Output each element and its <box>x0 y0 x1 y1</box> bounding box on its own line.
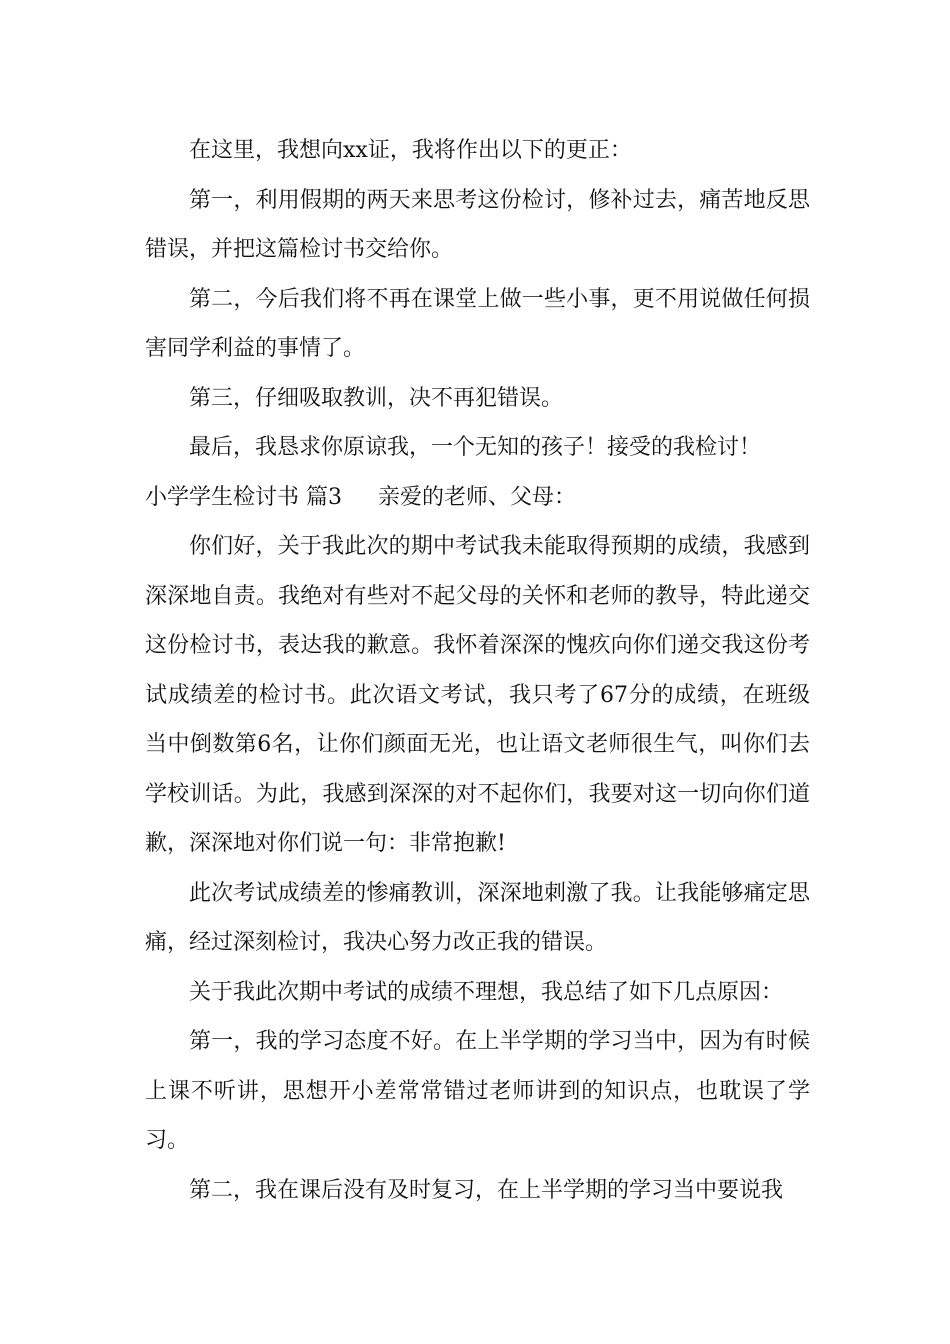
paragraph: 你们好，关于我此次的期中考试我未能取得预期的成绩，我感到深深地自责。我绝对有些对不起父母的关怀和老师的教导，特此递交这份检讨书，表达我的歉意。我怀着深深的愧疚向你们递交我这份考试成绩差的检讨书。此次语文考试，我只考了67分的成绩，在班级当中倒数第6名，让你们颜面无光，也让语文老师很生气，叫你们去学校训话。为此，我感到深深的对不起你们，我要对这一切向你们道歉，深深地对你们说一句：非常抱歉! <box>145 534 810 856</box>
section-title: 小学学生检讨书 篇3 <box>145 484 342 510</box>
paragraph: 此次考试成绩差的惨痛教训，深深地刺激了我。让我能够痛定思痛，经过深刻检讨，我决心努力改正我的错误。 <box>145 880 810 955</box>
paragraph: 第三，仔细吸取教训，决不再犯错误。 <box>189 385 564 411</box>
paragraph: 关于我此次期中考试的成绩不理想，我总结了如下几点原因： <box>189 979 784 1005</box>
paragraph: 第二，我在课后没有及时复习，在上半学期的学习当中要说我 <box>189 1177 784 1203</box>
paragraph: 第一，利用假期的两天来思考这份检讨，修补过去，痛苦地反思错误，并把这篇检讨书交给你。 <box>145 187 810 262</box>
document-body <box>145 126 810 1215</box>
salutation: 亲爱的老师、父母： <box>378 484 577 510</box>
paragraph: 在这里，我想向xx证，我将作出以下的更正： <box>189 138 632 163</box>
paragraph: 最后，我恳求你原谅我，一个无知的孩子！接受的我检讨！ <box>189 435 762 460</box>
paragraph: 第一，我的学习态度不好。在上半学期的学习当中，因为有时候上课不听讲，思想开小差常常错过老师讲到的知识点，也耽误了学习。 <box>145 1029 810 1153</box>
paragraph: 第二，今后我们将不再在课堂上做一些小事，更不用说做任何损害同学利益的事情了。 <box>145 286 810 361</box>
section-heading <box>145 473 810 523</box>
